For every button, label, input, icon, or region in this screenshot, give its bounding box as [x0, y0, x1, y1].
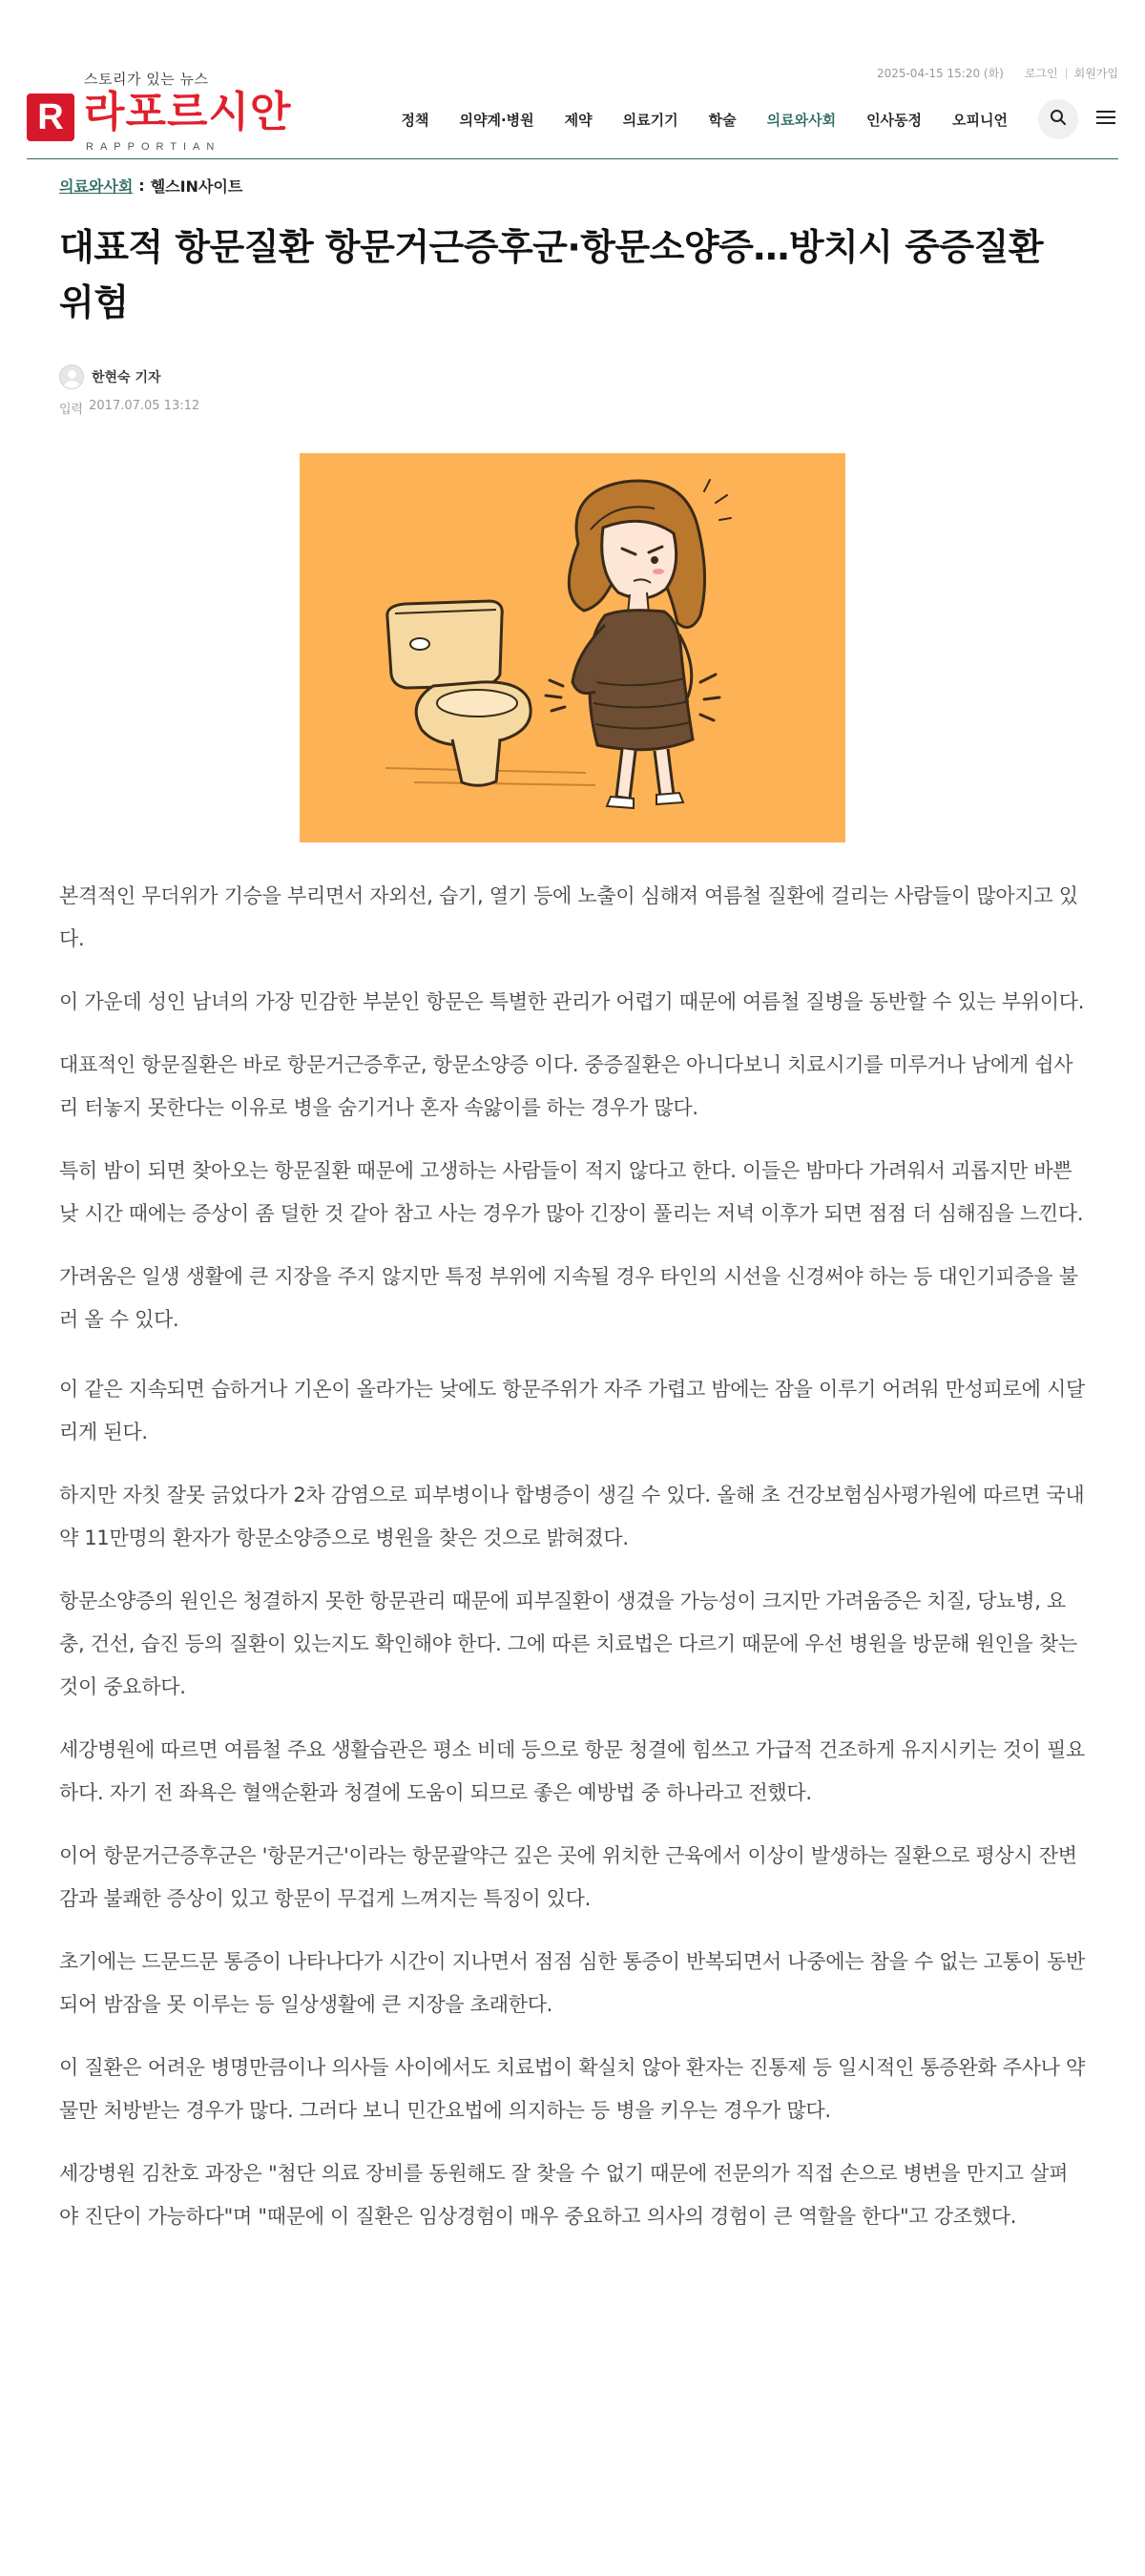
login-link[interactable]: 로그인	[1024, 67, 1058, 80]
article-paragraph: 세강병원에 따르면 여름철 주요 생활습관은 평소 비데 등으로 항문 청결에 힘쓰고 가급적 건조하게 유지시키는 것이 필요하다. 자기 전 좌욕은 혈액순환과 청결에 도움이 되므로 좋은 예방법 중 하나라고 전했다.	[59, 1738, 1085, 1804]
nav-item[interactable]: 의료기기	[622, 111, 678, 129]
nav-item[interactable]: 학술	[708, 111, 737, 129]
article-paragraph: 가려움은 일생 생활에 큰 지장을 주지 않지만 특정 부위에 지속될 경우 타인의 시선을 신경써야 하는 등 대인기피증을 불러 올 수 있다.	[59, 1265, 1078, 1331]
article-paragraph: 하지만 자칫 잘못 긁었다가 2차 감염으로 피부병이나 합병증이 생길 수 있다. 올해 초 건강보험심사평가원에 따르면 국내 약 11만명의 환자가 항문소양증으로 병원을 찾은 것으로 밝혀졌다.	[59, 1484, 1085, 1549]
article-paragraph: 대표적인 항문질환은 바로 항문거근증후군, 항문소양증 이다. 중증질환은 아니다보니 치료시기를 미루거나 남에게 쉽사리 터놓지 못한다는 이유로 병을 숨기거나 혼자 속앓이를 하는 경우가 많다.	[59, 1053, 1073, 1119]
breadcrumb-separator: :	[138, 176, 145, 195]
logo-tagline: 스토리가 있는 뉴스	[84, 71, 209, 88]
nav-item[interactable]: 인사동정	[866, 111, 923, 129]
current-date: 2025-04-15 15:20 (화)	[876, 67, 1004, 80]
nav-item[interactable]: 의약계·병원	[459, 111, 534, 129]
search-button[interactable]	[1038, 99, 1078, 139]
utility-bar	[877, 65, 1118, 81]
article-paragraph: 세강병원 김찬호 과장은 "첨단 의료 장비를 동원해도 잘 찾을 수 없기 때문에 전문의가 직접 손으로 병변을 만지고 살펴야 진단이 가능하다"며 "때문에 이 질환은 임상경험이 매우 중요하고 의사의 경험이 큰 역할을 한다"고 강조했다.	[59, 2162, 1069, 2228]
article-paragraph: 본격적인 무더위가 기승을 부리면서 자외선, 습기, 열기 등에 노출이 심해져 여름철 질환에 걸리는 사람들이 많아지고 있다.	[59, 884, 1078, 950]
signup-link[interactable]: 회원가입	[1073, 67, 1118, 80]
main-nav	[371, 97, 1118, 141]
article-illustration	[300, 453, 845, 842]
author-avatar	[59, 364, 84, 389]
logo-mark: R	[27, 93, 74, 141]
author-name[interactable]: 한현숙 기자	[92, 370, 161, 385]
published-date: 2017.07.05 13:12	[89, 399, 200, 413]
article-paragraph: 이 질환은 어려운 병명만큼이나 의사들 사이에서도 치료법이 확실치 않아 환자는 진통제 등 일시적인 통증완화 주사나 약물만 처방받는 경우가 많다. 그러다 보니 민간요법에 의지하는 등 병을 키우는 경우가 많다.	[59, 2056, 1085, 2122]
byline	[59, 363, 1086, 391]
article	[59, 172, 1086, 2258]
nav-menu	[371, 110, 1008, 130]
menu-button[interactable]	[1093, 107, 1118, 132]
publish-info	[59, 399, 1086, 417]
nav-item[interactable]: 오피니언	[952, 111, 1008, 129]
article-paragraph: 이 가운데 성인 남녀의 가장 민감한 부분인 항문은 특별한 관리가 어렵기 때문에 여름철 질병을 동반할 수 있는 부위이다.	[59, 990, 1085, 1013]
search-icon	[1050, 109, 1067, 130]
header-divider	[27, 158, 1118, 159]
breadcrumb-section-link[interactable]: 의료와사회	[59, 177, 134, 196]
article-paragraph: 이어 항문거근증후군은 '항문거근'이라는 항문괄약근 깊은 곳에 위치한 근육에서 이상이 발생하는 질환으로 평상시 잔변감과 불쾌한 증상이 있고 항문이 무겁게 느껴지는 특징이 있다.	[59, 1844, 1077, 1910]
article-paragraph: 이 같은 지속되면 습하거나 기온이 올라가는 낮에도 항문주위가 자주 가렵고 밤에는 잠을 이루기 어려워 만성피로에 시달리게 된다.	[59, 1378, 1085, 1444]
article-paragraph: 특히 밤이 되면 찾아오는 항문질환 때문에 고생하는 사람들이 적지 않다고 한다. 이들은 밤마다 가려워서 괴롭지만 바쁜 낮 시간 때에는 증상이 좀 덜한 것 같아 참고 사는 경우가 많아 긴장이 풀리는 저녁 이후가 되면 점점 더 심해짐을 느낀다.	[59, 1159, 1084, 1225]
breadcrumb-subsection: 헬스IN사이트	[150, 177, 243, 196]
logo-name: 라포르시안	[84, 88, 292, 136]
nav-item[interactable]: 제약	[564, 111, 593, 129]
article-paragraph: 초기에는 드문드문 통증이 나타나다가 시간이 지나면서 점점 심한 통증이 반복되면서 나중에는 참을 수 없는 고통이 동반되어 밤잠을 못 이루는 등 일상생활에 큰 지장을 초래한다.	[59, 1950, 1085, 2016]
published-label: 입력	[59, 403, 84, 417]
article-body	[59, 875, 1086, 2238]
breadcrumb	[59, 172, 1086, 198]
divider	[1066, 68, 1067, 79]
article-title: 대표적 항문질환 항문거근증후군·항문소양증…방치시 중증질환 위험	[59, 226, 1044, 323]
nav-item[interactable]: 의료와사회	[766, 111, 837, 129]
nav-item[interactable]: 정책	[401, 111, 429, 129]
hamburger-menu-icon	[1096, 110, 1115, 129]
site-logo[interactable]	[27, 67, 313, 153]
illustration-artwork	[300, 453, 845, 842]
logo-subtitle: RAPPORTIAN	[86, 141, 221, 153]
article-paragraph: 항문소양증의 원인은 청결하지 못한 항문관리 때문에 피부질환이 생겼을 가능성이 크지만 가려움증은 치질, 당뇨병, 요충, 건선, 습진 등의 질환이 있는지도 확인해야 한다. 그에 따른 치료법은 다르기 때문에 우선 병원을 방문해 원인을 찾는 것이 중요하다.	[59, 1589, 1077, 1698]
site-header	[27, 55, 1118, 160]
